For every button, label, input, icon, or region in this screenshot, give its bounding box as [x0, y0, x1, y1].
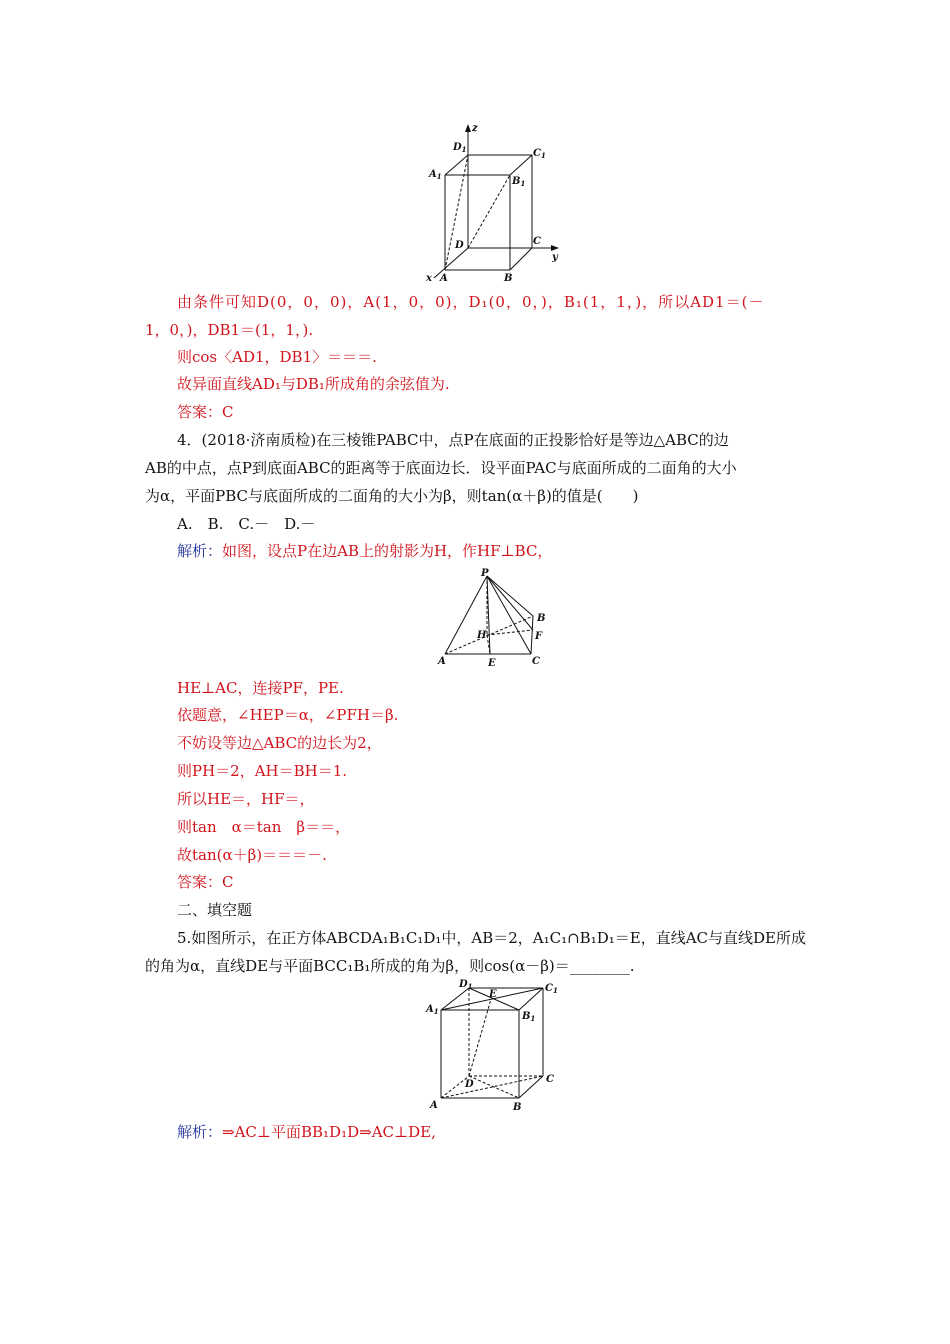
analysis-label: 解析： — [177, 542, 223, 560]
q4-options: A. B. C.－ D.－ — [177, 515, 316, 533]
q4-stem-line1: 4．(2018·济南质检)在三棱锥PABC中，点P在底面的正投影恰好是等边△ABC的边 — [177, 431, 729, 449]
q4-solution-l5: 所以HE＝，HF＝， — [177, 790, 315, 808]
figure-pyramid — [433, 566, 553, 671]
vertex-D: D — [455, 240, 464, 251]
vertex-B: B — [504, 273, 513, 284]
vertex-E: E — [488, 658, 496, 669]
vertex-P: P — [481, 568, 489, 579]
vertex-A1: $A_1$ — [426, 1004, 439, 1016]
analysis-text: 如图，设点P在边AB上的射影为H，作HF⊥BC， — [222, 542, 553, 560]
vertex-D1: $D_1$ — [453, 142, 467, 154]
section-heading: 二、填空题 — [177, 901, 253, 919]
q4-solution-l7: 故tan(α＋β)＝＝＝－. — [177, 846, 327, 864]
q4-answer: 答案：C — [177, 873, 234, 891]
q4-solution-l6: 则tan α＝tan β＝＝， — [177, 818, 351, 836]
vertex-E: E — [489, 989, 497, 1000]
q5-analysis — [177, 1122, 857, 1142]
vertex-B1: $B_1$ — [522, 1011, 536, 1023]
q4-stem-line3: 为α，平面PBC与底面所成的二面角的大小为β，则tan(α＋β)的值是( ) — [145, 487, 639, 505]
q4-solution-l2: 依题意，∠HEP＝α，∠PFH＝β. — [177, 706, 399, 724]
axis-z-label: z — [472, 123, 478, 134]
vertex-A: A — [438, 656, 446, 667]
vertex-C1: $C_1$ — [545, 983, 558, 995]
vertex-C: C — [532, 656, 540, 667]
q3-solution-line1: 由条件可知D(0，0，0)，A(1，0，0)，D₁(0，0，)，B₁(1，1，)，所以AD1＝(－ — [177, 293, 765, 311]
q5-stem-line2: 的角为α，直线DE与平面BCC₁B₁所成的角为β，则cos(α－β)＝________. — [145, 957, 635, 975]
vertex-F: F — [535, 631, 543, 642]
vertex-H: H — [477, 630, 487, 641]
vertex-A: A — [430, 1100, 438, 1111]
vertex-A: A — [440, 273, 448, 284]
figure-cube-axes — [420, 120, 570, 285]
q3-answer: 答案：C — [177, 403, 234, 421]
q5-stem-line1: 5.如图所示，在正方体ABCDA₁B₁C₁D₁中，AB＝2，A₁C₁∩B₁D₁＝E，直线AC与直线DE所成 — [177, 929, 806, 947]
vertex-D: D — [465, 1079, 474, 1090]
q3-solution-line4: 故异面直线AD₁与DB₁所成角的余弦值为. — [177, 375, 450, 393]
analysis-label: 解析： — [177, 1123, 223, 1141]
q4-solution-l1: HE⊥AC，连接PF，PE. — [177, 679, 344, 697]
axis-x-label: x — [426, 273, 432, 284]
q4-stem-line2: AB的中点，点P到底面ABC的距离等于底面边长．设平面PAC与底面所成的二面角的大小 — [145, 459, 737, 477]
q4-solution-l3: 不妨设等边△ABC的边长为2， — [177, 734, 382, 752]
vertex-A1: $A_1$ — [429, 169, 442, 181]
vertex-B: B — [537, 613, 546, 624]
q3-solution-line2: 1，0，)，DB1＝(1，1，). — [145, 321, 314, 339]
q4-analysis — [177, 541, 857, 561]
q3-solution-line3: 则cos〈AD1，DB1〉＝＝＝. — [177, 348, 377, 366]
axis-y-label: y — [552, 252, 558, 263]
vertex-B1: $B_1$ — [512, 176, 526, 188]
q4-solution-l4: 则PH＝2，AH＝BH＝1. — [177, 762, 348, 780]
vertex-C1: $C_1$ — [533, 148, 546, 160]
vertex-D1: $D_1$ — [459, 979, 473, 991]
vertex-B: B — [513, 1102, 522, 1113]
figure-cube-diagonals — [425, 978, 565, 1118]
vertex-C: C — [546, 1074, 554, 1085]
analysis-text: ⇒AC⊥平面BB₁D₁D⇒AC⊥DE, — [222, 1123, 436, 1141]
vertex-C: C — [533, 236, 541, 247]
